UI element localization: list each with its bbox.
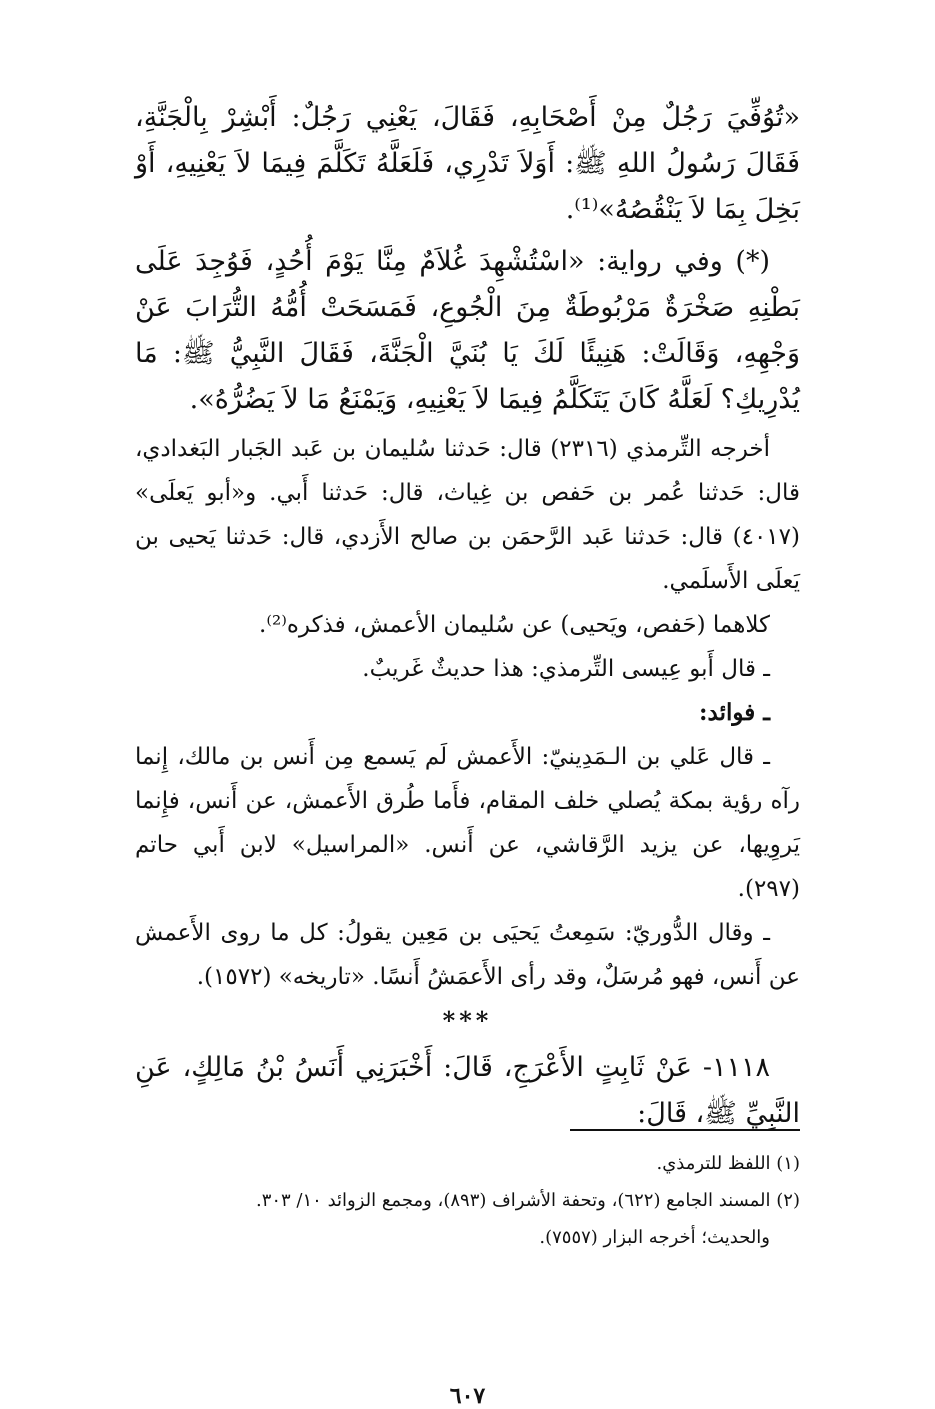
tirmidhi-comment: ـ قال أَبو عِيسى التِّرمذي: هذا حديثٌ غَريبٌ. [362, 656, 770, 682]
section-separator: *** [442, 1006, 493, 1035]
duri-note: ـ وقال الدُّوريّ: سَمِعتُ يَحيَى بن مَعِين يقولُ: كل ما روى الأَعمش عن أَنس، فهو مُرسَلٌ، وقد رأى الأَعمَشُ أَنسًا. «تاريخه» (١٥٧٢). [135, 920, 800, 990]
footnote-2: (٢) المسند الجامع (٦٢٢)، وتحفة الأشراف (٨٩٣)، ومجمع الزوائد ١٠/ ٣٠٣. [255, 1190, 800, 1211]
hadith-1118: ١١١٨- عَنْ ثَابِتٍ الأَعْرَجِ، قَالَ: أَخْبَرَنِي أَنَسُ بْنُ مَالِكٍ، عَنِ النَّبِيِّ ﷺ، قَالَ: [135, 1052, 800, 1129]
hadith-text: «تُوُفِّيَ رَجُلٌ مِنْ أَصْحَابِهِ، فَقَالَ، يَعْنِي رَجُلٌ: أَبْشِرْ بِالْجَنَّةِ، فَقَالَ رَسُولُ اللهِ ﷺ: أَوَلاَ تَدْرِي، فَلَعَلَّهُ تَكَلَّمَ فِيمَا لاَ يَعْنِيهِ، أَوْ بَخِلَ بِمَا لاَ يَنْقُصُهُ»⁽¹⁾. [135, 102, 800, 225]
footnote-divider [570, 1129, 800, 1131]
alternate-narration: (*) وفي رواية: «اسْتُشْهِدَ غُلاَمٌ مِنَّا يَوْمَ أُحُدٍ، فَوُجِدَ عَلَى بَطْنِهِ صَخْرَةٌ مَرْبُوطَةٌ مِنَ الْجُوعِ، فَمَسَحَتْ أُمُّهُ التُّرَابَ عَنْ وَجْهِهِ، وَقَالَتْ: هَنِيئًا لَكَ يَا بُنَيَّ الْجَنَّةَ، فَقَالَ النَّبِيُّ ﷺ: مَا يُدْرِيكِ؟ لَعَلَّهُ كَانَ يَتَكَلَّمُ فِيمَا لاَ يَعْنِيهِ، وَيَمْنَعُ مَا لاَ يَضُرُّهُ». [135, 246, 800, 415]
kilahuma-line: كلاهما (حَفص، ويَحيى) عن سُليمان الأعمش، فذكره⁽²⁾. [259, 612, 770, 638]
fawaid-heading: ـ فوائد: [699, 699, 770, 726]
footnote-2-continuation: والحديث؛ أخرجه البزار (٧٥٥٧). [539, 1227, 770, 1248]
page-body [135, 95, 800, 1409]
ali-madini-note: ـ قال عَلي بن الـمَدِينيّ: الأَعمش لَم يَسمع مِن أَنس بن مالك، إِنما رآه رؤية بمكة يُصلي خلف المقام، فأَما طُرق الأَعمش، عن أَنس، فإِنما يَروِيها، عن يزيد الرَّقاشي، عن أَنس. «المراسيل» لابن أَبي حاتم (٢٩٧). [135, 744, 800, 902]
footnote-1: (١) اللفظ للترمذي. [656, 1153, 800, 1174]
page-number: ٦٠٧ [449, 1383, 486, 1409]
takhrij-paragraph: أخرجه التِّرمذي (٢٣١٦) قال: حَدثنا سُليمان بن عَبد الجَبار البَغدادي، قال: حَدثنا عُمر بن حَفص بن غِياث، قال: حَدثنا أَبي. و«أبو يَعلَى» (٤٠١٧) قال: حَدثنا عَبد الرَّحمَن بن صالح الأَزدي، قال: حَدثنا يَحيى بن يَعلَى الأَسلَمي. [135, 436, 800, 594]
footnotes [135, 1145, 800, 1256]
